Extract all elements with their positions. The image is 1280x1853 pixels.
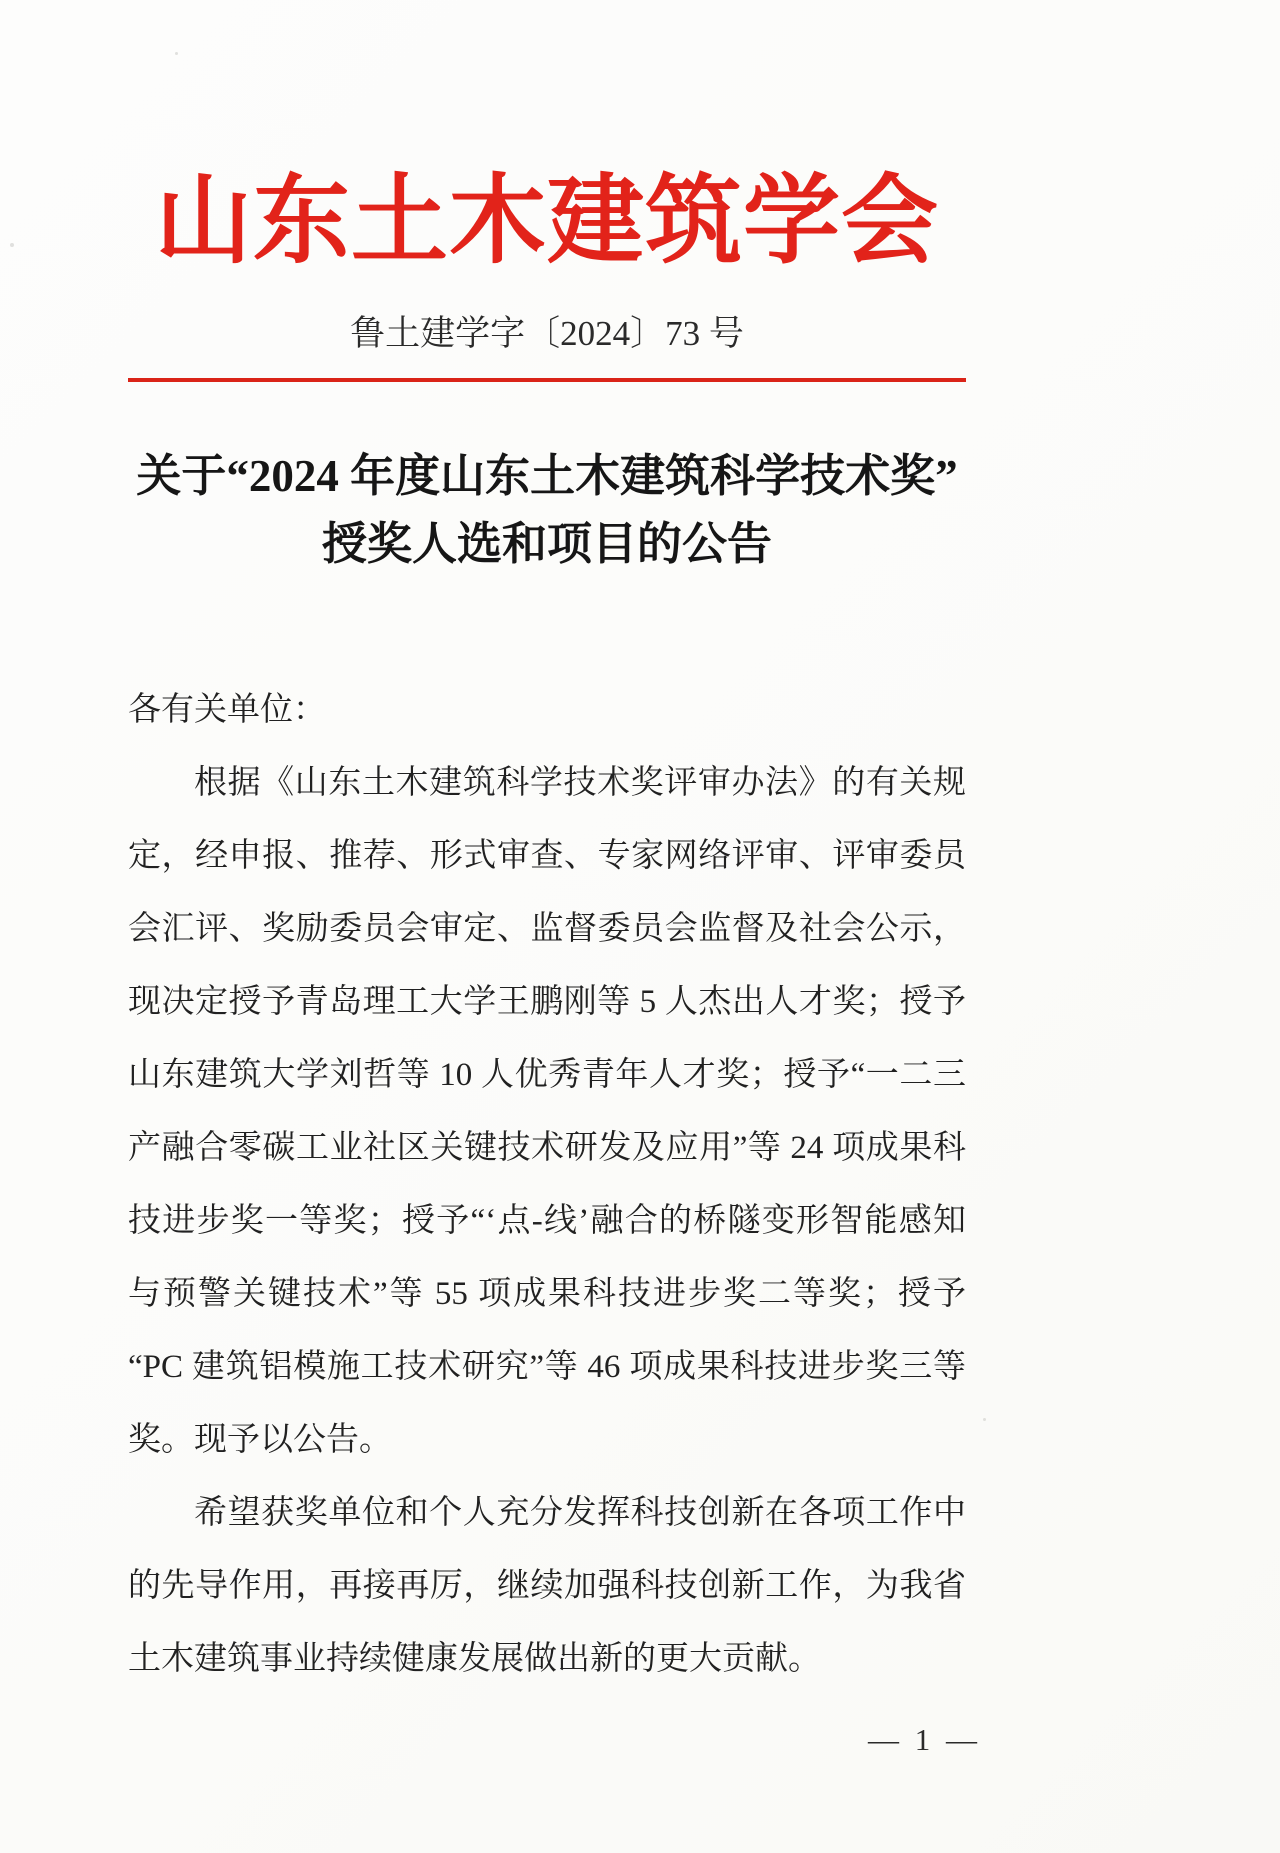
document-body xyxy=(128,674,966,1696)
salutation: 各有关单位： xyxy=(128,692,326,729)
paragraph-awards: 根据《山东土木建筑科学技术奖评审办法》的有关规定，经申报、推荐、形式审查、专家网络评审、评审委员会汇评、奖励委员会审定、监督委员会监督及社会公示，现决定授予青岛理工大学王鹏刚等 5 人杰出人才奖；授予山东建筑大学刘哲等 10 人优秀青年人才奖；授予“一二三产融合零碳工业社区关键技术研发及应用”等 24 项成果科技进步奖一等奖；授予“‘点-线’融合的桥隧变形智能感知与预警关键技术”等 55 项成果科技进步奖二等奖；授予“PC 建筑铝模施工技术研究”等 46 项成果科技进步奖三等奖。现予以公告。 xyxy=(128,765,966,1459)
document-title-line2: 授奖人选和项目的公告 xyxy=(321,519,772,570)
scan-speck xyxy=(983,1418,986,1421)
red-divider-rule xyxy=(128,378,966,382)
document-title-line1: 关于“2024 年度山东土木建筑科学技术奖” xyxy=(136,451,958,502)
document-title xyxy=(128,442,966,578)
scan-speck xyxy=(10,243,14,247)
document-number: 鲁土建学字〔2024〕73 号 xyxy=(350,313,744,353)
paragraph-closing: 希望获奖单位和个人充分发挥科技创新在各项工作中的先导作用，再接再厉，继续加强科技创新工作，为我省土木建筑事业持续健康发展做出新的更大贡献。 xyxy=(128,1495,966,1678)
document-content xyxy=(128,0,966,1696)
organization-title: 山东土木建筑学会 xyxy=(155,168,939,275)
page-number: — 1 — xyxy=(868,1722,981,1757)
